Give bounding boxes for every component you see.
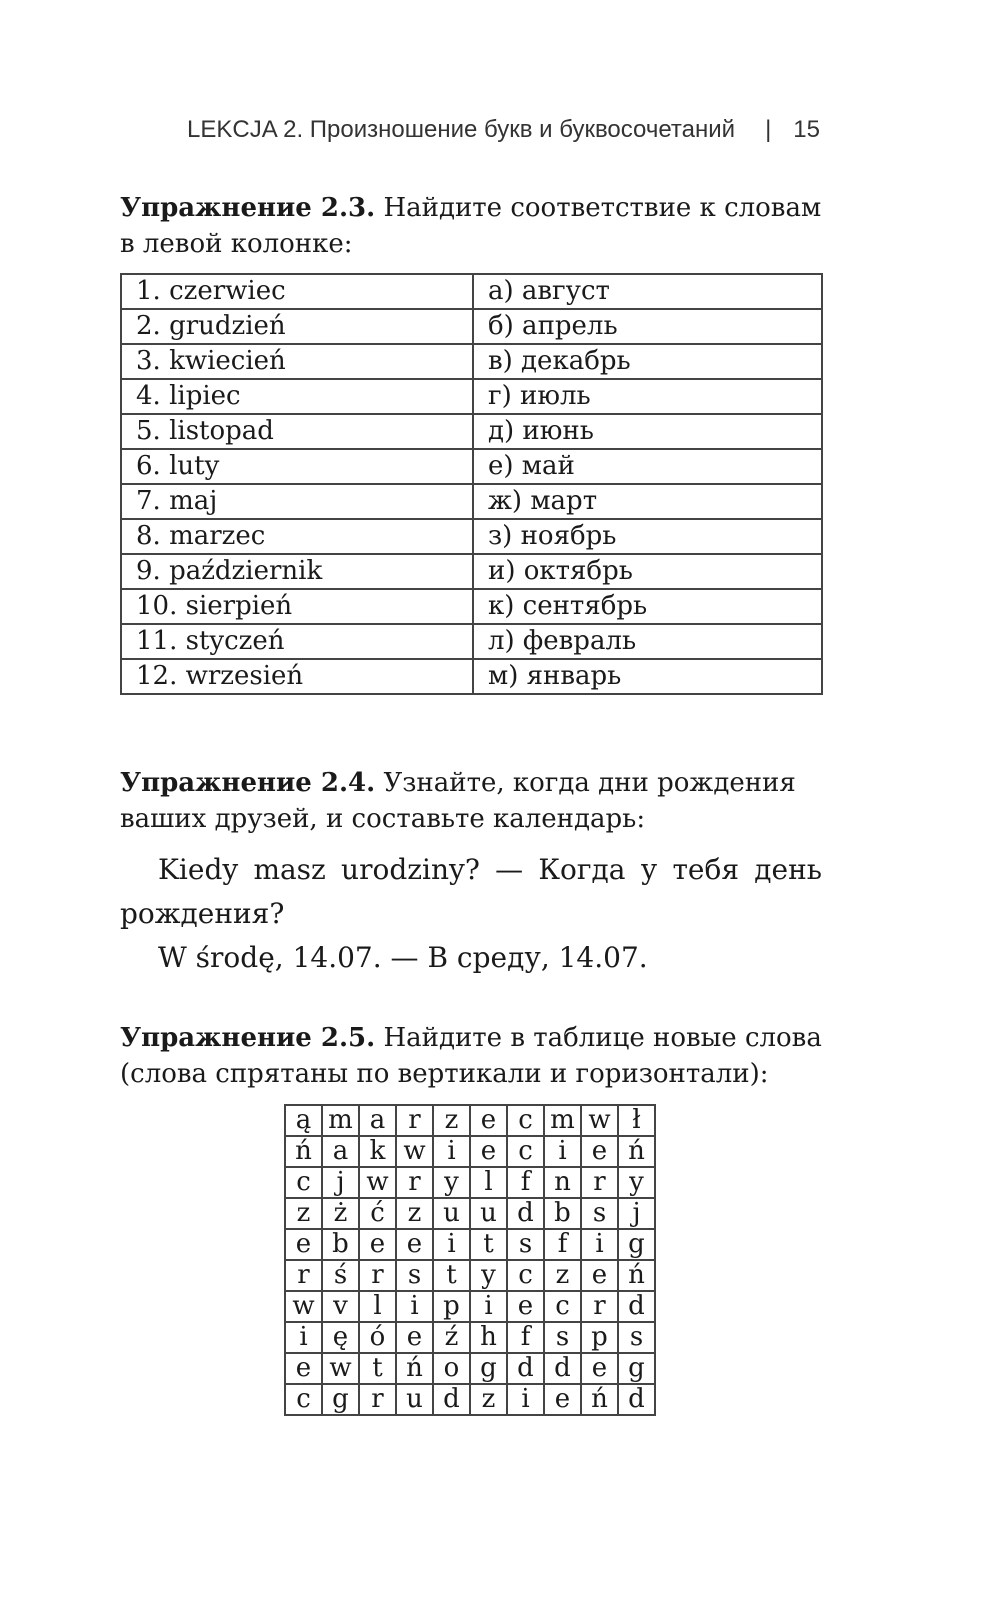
grid-cell: c [507,1136,544,1167]
grid-cell: w [322,1353,359,1384]
grid-cell: z [396,1198,433,1229]
russian-month-cell: з) ноябрь [473,519,822,554]
polish-month-cell: 11. styczeń [121,624,473,659]
table-row [121,519,822,554]
example-line-1: Kiedy masz urodziny? — Когда у тебя день рождения? [120,853,822,930]
grid-cell: b [322,1229,359,1260]
grid-cell: r [359,1260,396,1291]
exercise-label: Упражнение 2.4. [120,768,376,798]
grid-cell: d [507,1198,544,1229]
grid-cell: d [618,1291,655,1322]
grid-cell: w [581,1105,618,1136]
polish-month-cell: 2. grudzień [121,309,473,344]
grid-cell: r [359,1384,396,1415]
grid-cell: s [581,1198,618,1229]
table-row [121,274,822,309]
polish-month-cell: 10. sierpień [121,589,473,624]
word-search-grid [284,1104,656,1416]
grid-cell: r [396,1105,433,1136]
grid-cell: c [544,1291,581,1322]
grid-row [285,1136,655,1167]
grid-cell: ń [285,1136,322,1167]
grid-cell: f [507,1167,544,1198]
grid-cell: e [507,1291,544,1322]
grid-cell: w [359,1167,396,1198]
exercise-instruction: Найдите в таблице новые слова (слова спрятаны по вертикали и горизонтали): [120,1023,822,1089]
grid-cell: s [507,1229,544,1260]
exercise-2-4-heading [120,765,822,837]
grid-cell: e [359,1229,396,1260]
polish-month-cell: 3. kwiecień [121,344,473,379]
polish-month-cell: 7. maj [121,484,473,519]
grid-cell: i [433,1136,470,1167]
grid-row [285,1260,655,1291]
grid-cell: ó [359,1322,396,1353]
grid-cell: g [470,1353,507,1384]
russian-month-cell: а) август [473,274,822,309]
grid-cell: o [433,1353,470,1384]
polish-month-cell: 1. czerwiec [121,274,473,309]
grid-cell: i [581,1229,618,1260]
grid-cell: m [544,1105,581,1136]
grid-cell: u [396,1384,433,1415]
grid-cell: c [507,1260,544,1291]
grid-row [285,1384,655,1415]
russian-month-cell: в) декабрь [473,344,822,379]
grid-cell: e [285,1229,322,1260]
russian-month-cell: е) май [473,449,822,484]
grid-cell: ć [359,1198,396,1229]
grid-cell: f [544,1229,581,1260]
grid-cell: l [359,1291,396,1322]
grid-cell: y [470,1260,507,1291]
grid-row [285,1167,655,1198]
grid-cell: ń [581,1384,618,1415]
table-row [121,589,822,624]
running-header [120,116,820,144]
exercise-2-3-heading [120,190,822,262]
grid-cell: d [544,1353,581,1384]
grid-cell: e [581,1260,618,1291]
russian-month-cell: д) июнь [473,414,822,449]
table-row [121,309,822,344]
russian-month-cell: и) октябрь [473,554,822,589]
grid-cell: e [581,1136,618,1167]
grid-cell: d [507,1353,544,1384]
polish-month-cell: 6. luty [121,449,473,484]
russian-month-cell: г) июль [473,379,822,414]
exercise-instruction: Узнайте, когда дни рождения ваших друзей, и составьте календарь: [120,768,796,834]
grid-cell: a [322,1136,359,1167]
grid-cell: w [285,1291,322,1322]
grid-cell: r [581,1291,618,1322]
grid-cell: f [507,1322,544,1353]
grid-cell: p [581,1322,618,1353]
russian-month-cell: л) февраль [473,624,822,659]
grid-cell: d [433,1384,470,1415]
grid-cell: ś [322,1260,359,1291]
grid-cell: ń [618,1136,655,1167]
grid-cell: z [433,1105,470,1136]
russian-month-cell: к) сентябрь [473,589,822,624]
grid-row [285,1198,655,1229]
grid-cell: s [396,1260,433,1291]
grid-cell: e [470,1105,507,1136]
grid-cell: j [618,1198,655,1229]
polish-month-cell: 5. listopad [121,414,473,449]
grid-cell: r [285,1260,322,1291]
grid-cell: c [507,1105,544,1136]
russian-month-cell: ж) март [473,484,822,519]
header-separator: | [765,116,772,143]
grid-cell: g [618,1229,655,1260]
grid-cell: h [470,1322,507,1353]
grid-cell: ń [618,1260,655,1291]
table-row [121,344,822,379]
grid-cell: g [322,1384,359,1415]
grid-cell: e [581,1353,618,1384]
grid-cell: t [359,1353,396,1384]
grid-row [285,1291,655,1322]
polish-month-cell: 9. październik [121,554,473,589]
exercise-instruction: Найдите соответствие к словам в левой колонке: [120,193,822,259]
grid-cell: n [544,1167,581,1198]
grid-cell: i [285,1322,322,1353]
grid-row [285,1322,655,1353]
grid-row [285,1353,655,1384]
matching-table [120,273,823,695]
grid-cell: v [322,1291,359,1322]
grid-cell: e [396,1322,433,1353]
table-row [121,624,822,659]
grid-cell: y [618,1167,655,1198]
grid-cell: w [396,1136,433,1167]
grid-cell: k [359,1136,396,1167]
header-title: LEKCJA 2. Произношение букв и буквосочетаний [187,116,736,143]
grid-cell: p [433,1291,470,1322]
exercise-label: Упражнение 2.5. [120,1023,376,1053]
grid-cell: s [618,1322,655,1353]
exercise-label: Упражнение 2.3. [120,193,376,223]
exercise-2-5-heading [120,1020,822,1092]
grid-cell: a [359,1105,396,1136]
table-row [121,449,822,484]
grid-cell: ź [433,1322,470,1353]
grid-cell: z [285,1198,322,1229]
russian-month-cell: б) апрель [473,309,822,344]
grid-cell: s [544,1322,581,1353]
grid-cell: i [544,1136,581,1167]
grid-cell: e [285,1353,322,1384]
table-row [121,659,822,694]
grid-cell: ą [285,1105,322,1136]
grid-cell: z [544,1260,581,1291]
grid-cell: r [396,1167,433,1198]
grid-cell: e [470,1136,507,1167]
polish-month-cell: 8. marzec [121,519,473,554]
grid-cell: i [507,1384,544,1415]
grid-cell: ł [618,1105,655,1136]
grid-cell: t [433,1260,470,1291]
grid-row [285,1105,655,1136]
grid-cell: m [322,1105,359,1136]
page-number: 15 [793,116,820,143]
grid-cell: j [322,1167,359,1198]
grid-cell: r [581,1167,618,1198]
table-row [121,414,822,449]
grid-cell: ń [396,1353,433,1384]
table-row [121,484,822,519]
grid-cell: c [285,1167,322,1198]
grid-cell: i [470,1291,507,1322]
russian-month-cell: м) январь [473,659,822,694]
grid-cell: c [285,1384,322,1415]
polish-month-cell: 4. lipiec [121,379,473,414]
table-row [121,554,822,589]
grid-cell: i [433,1229,470,1260]
grid-cell: d [618,1384,655,1415]
grid-cell: z [470,1384,507,1415]
grid-cell: ż [322,1198,359,1229]
grid-cell: t [470,1229,507,1260]
grid-cell: i [396,1291,433,1322]
example-line-2: W środę, 14.07. — В среду, 14.07. [158,941,648,974]
grid-row [285,1229,655,1260]
grid-cell: g [618,1353,655,1384]
grid-cell: y [433,1167,470,1198]
polish-month-cell: 12. wrzesień [121,659,473,694]
grid-cell: l [470,1167,507,1198]
table-row [121,379,822,414]
grid-cell: e [396,1229,433,1260]
grid-cell: u [470,1198,507,1229]
grid-cell: b [544,1198,581,1229]
grid-cell: u [433,1198,470,1229]
grid-cell: e [544,1384,581,1415]
grid-cell: ę [322,1322,359,1353]
